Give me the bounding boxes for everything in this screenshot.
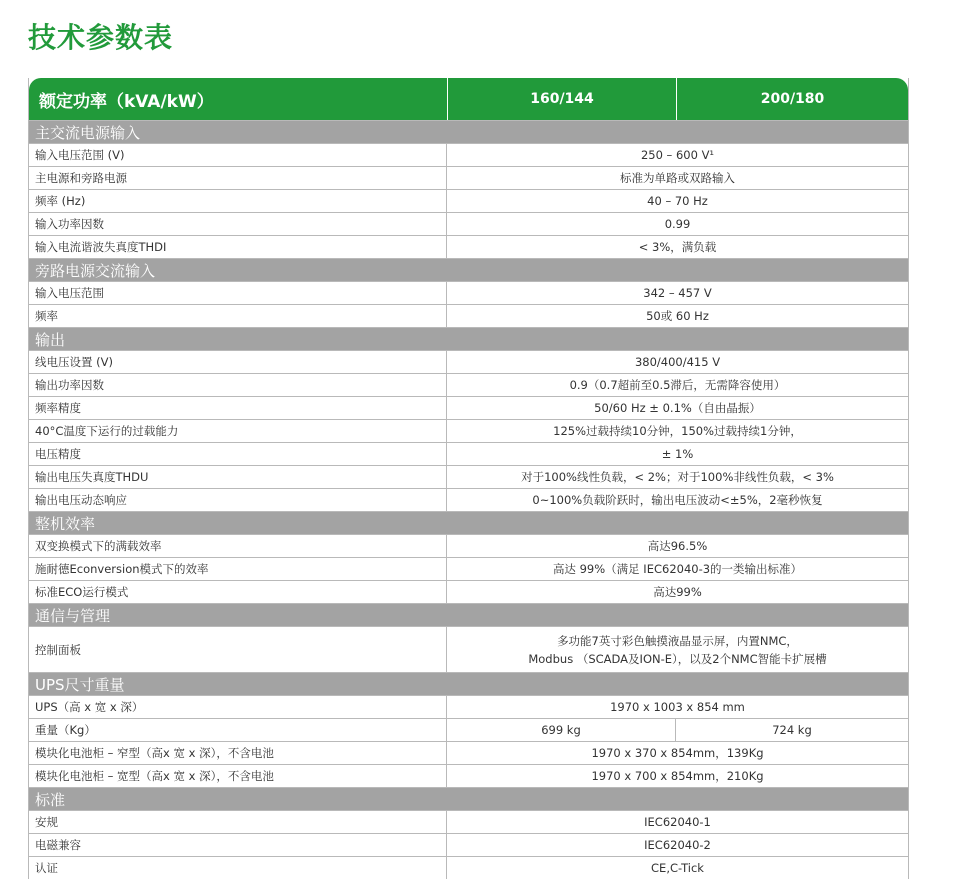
row-label: 线电压设置 (V) (29, 351, 447, 373)
section-size-weight: UPS尺寸重量 (29, 672, 908, 695)
table-row (29, 350, 908, 373)
row-value: < 3%，满负载 (638, 240, 717, 254)
table-row (29, 281, 908, 304)
row-label: 40°C温度下运行的过载能力 (29, 420, 447, 442)
row-value: 1970 x 370 x 854mm，139Kg (591, 746, 764, 760)
table-row (29, 465, 908, 488)
table-row (29, 212, 908, 235)
header-label: 额定功率（kVA/kW） (39, 91, 214, 112)
section-output: 输出 (29, 327, 908, 350)
header-col-160: 160/144 (447, 78, 676, 120)
row-value: 125%过载持续10分钟，150%过载持续1分钟， (553, 424, 802, 438)
table-row (29, 557, 908, 580)
table-row (29, 442, 908, 465)
table-row (29, 580, 908, 603)
row-value: IEC62040-2 (644, 838, 711, 852)
table-header (29, 78, 908, 120)
row-label: 控制面板 (29, 627, 447, 672)
row-value: 高达99% (653, 585, 702, 599)
control-panel-line2: Modbus （SCADA及ION-E），以及2个NMC智能卡扩展槽 (528, 651, 827, 666)
row-value: 标准为单路或双路输入 (620, 171, 735, 185)
row-label: 施耐德Econversion模式下的效率 (29, 558, 447, 580)
row-label: 输入功率因数 (29, 213, 447, 235)
section-efficiency: 整机效率 (29, 511, 908, 534)
row-value-200: 724 kg (772, 723, 812, 737)
row-label: 输出电压动态响应 (29, 489, 447, 511)
row-label: 频率 (29, 305, 447, 327)
row-value: 对于100%线性负载，< 2%；对于100%非线性负载，< 3% (521, 470, 834, 484)
header-col-200: 200/180 (676, 78, 908, 120)
table-row (29, 626, 908, 672)
row-label: 频率 (Hz) (29, 190, 447, 212)
table-row (29, 741, 908, 764)
row-label: 频率精度 (29, 397, 447, 419)
row-label: 输出电压失真度THDU (29, 466, 447, 488)
table-row (29, 143, 908, 166)
table-row (29, 718, 908, 741)
table-row (29, 810, 908, 833)
row-value: 高达96.5% (647, 539, 708, 553)
row-label: 输入电压范围 (29, 282, 447, 304)
table-row (29, 235, 908, 258)
table-row (29, 396, 908, 419)
table-row (29, 166, 908, 189)
row-label: 认证 (29, 857, 447, 879)
row-value: 0~100%负载阶跃时，输出电压波动<±5%，2毫秒恢复 (532, 493, 823, 507)
row-value: 0.9（0.7超前至0.5滞后，无需降容使用） (569, 378, 786, 392)
row-value: 250 – 600 V¹ (640, 148, 715, 162)
table-row (29, 189, 908, 212)
control-panel-line1: 多功能7英寸彩色触摸液晶显示屏，内置NMC， (557, 633, 798, 648)
row-value: 380/400/415 V (634, 355, 721, 369)
section-ac-input: 主交流电源输入 (29, 120, 908, 143)
row-label: 输入电压范围 (V) (29, 144, 447, 166)
row-label: 模块化电池柜 – 宽型（高x 宽 x 深），不含电池 (29, 765, 447, 787)
table-row (29, 304, 908, 327)
row-label: 模块化电池柜 – 窄型（高x 宽 x 深），不含电池 (29, 742, 447, 764)
row-label: 主电源和旁路电源 (29, 167, 447, 189)
row-label: 标准ECO运行模式 (29, 581, 447, 603)
row-label: 电磁兼容 (29, 834, 447, 856)
row-label: 输出功率因数 (29, 374, 447, 396)
row-label: 电压精度 (29, 443, 447, 465)
table-row (29, 695, 908, 718)
row-value: 50或 60 Hz (646, 309, 709, 323)
row-value: 高达 99%（满足 IEC62040-3的一类输出标准） (552, 562, 803, 576)
row-value: 50/60 Hz ± 0.1%（自由晶振） (594, 401, 761, 415)
row-value: 342 – 457 V (643, 286, 712, 300)
row-label: 安规 (29, 811, 447, 833)
row-value: 40 – 70 Hz (647, 194, 708, 208)
table-row (29, 764, 908, 787)
row-value (447, 627, 908, 672)
table-row (29, 856, 908, 879)
table-row (29, 833, 908, 856)
page-title: 技术参数表 (28, 21, 174, 54)
section-communication: 通信与管理 (29, 603, 908, 626)
row-value: ± 1% (661, 447, 694, 461)
row-value: CE,C-Tick (651, 861, 704, 875)
section-standards: 标准 (29, 787, 908, 810)
table-row (29, 488, 908, 511)
row-value: 1970 x 1003 x 854 mm (610, 700, 745, 714)
row-label: UPS（高 x 宽 x 深） (29, 696, 447, 718)
row-value: 0.99 (664, 217, 691, 231)
table-row (29, 534, 908, 557)
table-row (29, 373, 908, 396)
section-bypass-input: 旁路电源交流输入 (29, 258, 908, 281)
row-value: 1970 x 700 x 854mm，210Kg (591, 769, 764, 783)
row-label: 双变换模式下的满载效率 (29, 535, 447, 557)
row-value-160: 699 kg (447, 719, 676, 741)
row-label: 输入电流谐波失真度THDI (29, 236, 447, 258)
table-row (29, 419, 908, 442)
row-value: IEC62040-1 (644, 815, 711, 829)
spec-table (28, 78, 909, 879)
row-label: 重量（Kg） (29, 719, 447, 741)
